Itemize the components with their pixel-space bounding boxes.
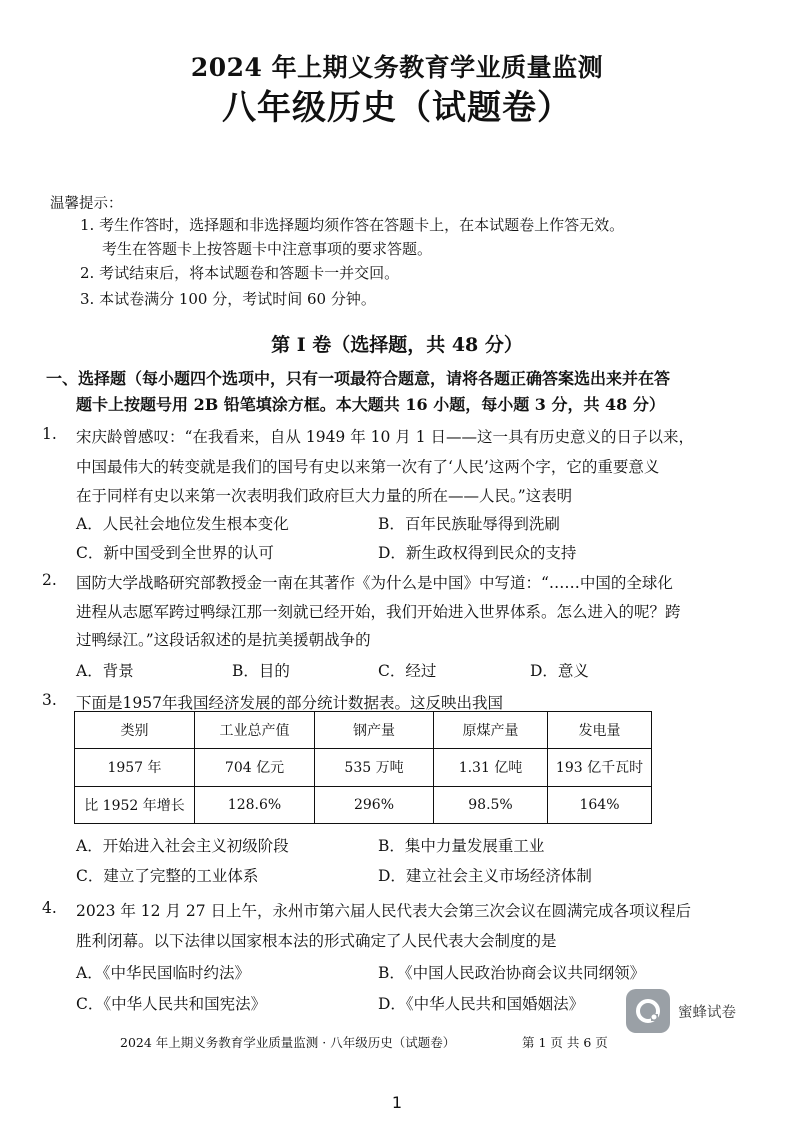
- question-1-stem-line3: 在于同样有史以来第一次表明我们政府巨大力量的所在——人民。”这表明: [76, 487, 573, 505]
- question-4-option-a: A．《中华民国临时约法》: [76, 964, 250, 982]
- question-2-stem-line3: 过鸭绿江。”这段话叙述的是抗美援朝战争的: [76, 631, 371, 649]
- tip-2: 2. 考试结束后，将本试题卷和答题卡一并交回。: [80, 264, 400, 282]
- table-cell: 296%: [315, 786, 434, 823]
- table-cell: 164%: [548, 786, 652, 823]
- question-3-option-c: C．建立了完整的工业体系: [76, 867, 259, 885]
- statistics-table: [74, 711, 652, 824]
- question-4-stem-line2: 胜利闭幕。以下法律以国家根本法的形式确定了人民代表大会制度的是: [76, 932, 557, 950]
- table-cell: 1.31 亿吨: [434, 749, 548, 786]
- exam-subtitle: 八年级历史（试题卷）: [222, 88, 572, 128]
- part-instruction-line2: 题卡上按题号用 2B 铅笔填涂方框。本大题共 16 小题，每小题 3 分，共 48 分）: [76, 395, 665, 414]
- question-3-number: 3.: [42, 691, 57, 709]
- question-3-option-a: A．开始进入社会主义初级阶段: [76, 837, 289, 855]
- footer-page-info: 第 1 页 共 6 页: [522, 1035, 608, 1050]
- question-1-option-d: D．新生政权得到民众的支持: [378, 544, 577, 562]
- question-1-number: 1.: [42, 425, 57, 443]
- question-3-stem-line1: 下面是1957年我国经济发展的部分统计数据表。这反映出我国: [76, 694, 503, 712]
- question-4-stem-line1: 2023 年 12 月 27 日上午，永州市第六届人民代表大会第三次会议在圆满完成各项议程后: [76, 902, 692, 920]
- question-2-option-c: C．经过: [378, 662, 437, 680]
- table-cell: 704 亿元: [195, 749, 315, 786]
- tip-3: 3. 本试卷满分 100 分，考试时间 60 分钟。: [80, 290, 376, 308]
- question-2-stem-line1: 国防大学战略研究部教授金一南在其著作《为什么是中国》中写道：“……中国的全球化: [76, 574, 673, 592]
- exam-title: 2024 年上期义务教育学业质量监测: [190, 53, 604, 82]
- question-2-stem-line2: 进程从志愿军跨过鸭绿江那一刻就已经开始，我们开始进入世界体系。怎么进入的呢？跨: [76, 603, 681, 621]
- question-1-option-a: A．人民社会地位发生根本变化: [76, 515, 289, 533]
- table-cell: 535 万吨: [315, 749, 434, 786]
- watermark-text: 蜜蜂试卷: [678, 1005, 736, 1021]
- tip-1-continued: 考生在答题卡上按答题卡中注意事项的要求答题。: [102, 240, 433, 258]
- question-1-stem-line2: 中国最伟大的转变就是我们的国号有史以来第一次有了‘人民’这两个字，它的重要意义: [76, 458, 660, 476]
- table-cell: 1957 年: [75, 749, 195, 786]
- table-header-cell: 钢产量: [315, 712, 434, 749]
- question-2-option-a: A．背景: [76, 662, 134, 680]
- part-instruction-line1: 一、选择题（每小题四个选项中，只有一项最符合题意，请将各题正确答案选出来并在答: [46, 369, 671, 388]
- question-2-option-d: D．意义: [530, 662, 589, 680]
- question-4-option-d: D．《中华人民共和国婚姻法》: [378, 995, 585, 1013]
- question-1-option-b: B．百年民族耻辱得到洗刷: [378, 515, 560, 533]
- question-2-number: 2.: [42, 571, 57, 589]
- tip-1: 1. 考生作答时，选择题和非选择题均须作答在答题卡上，在本试题卷上作答无效。: [80, 216, 625, 234]
- question-1-option-c: C．新中国受到全世界的认可: [76, 544, 274, 562]
- table-cell: 比 1952 年增长: [75, 786, 195, 823]
- table-header-cell: 类别: [75, 712, 195, 749]
- section-title: 第 I 卷（选择题，共 48 分）: [271, 334, 523, 356]
- table-header-cell: 原煤产量: [434, 712, 548, 749]
- question-4-number: 4.: [42, 899, 57, 917]
- table-cell: 193 亿千瓦时: [548, 749, 652, 786]
- page-number: 1: [391, 1093, 403, 1112]
- table-row: [75, 786, 652, 823]
- question-4-option-c: C．《中华人民共和国宪法》: [76, 995, 267, 1013]
- table-cell: 128.6%: [195, 786, 315, 823]
- table-header-cell: 发电量: [548, 712, 652, 749]
- question-4-option-b: B．《中国人民政治协商会议共同纲领》: [378, 964, 646, 982]
- table-row: [75, 749, 652, 786]
- footer-title: 2024 年上期义务教育学业质量监测 · 八年级历史（试题卷）: [120, 1035, 456, 1050]
- question-2-option-b: B．目的: [232, 662, 290, 680]
- table-header-row: [75, 712, 652, 749]
- question-1-stem-line1: 宋庆龄曾感叹：“在我看来，自从 1949 年 10 月 1 日——这一具有历史意义的日子以来，: [76, 428, 695, 446]
- question-3-option-d: D．建立社会主义市场经济体制: [378, 867, 592, 885]
- table-cell: 98.5%: [434, 786, 548, 823]
- question-3-option-b: B．集中力量发展重工业: [378, 837, 545, 855]
- tips-heading: 温馨提示：: [50, 196, 123, 212]
- table-header-cell: 工业总产值: [195, 712, 315, 749]
- bee-logo-icon: [626, 989, 670, 1033]
